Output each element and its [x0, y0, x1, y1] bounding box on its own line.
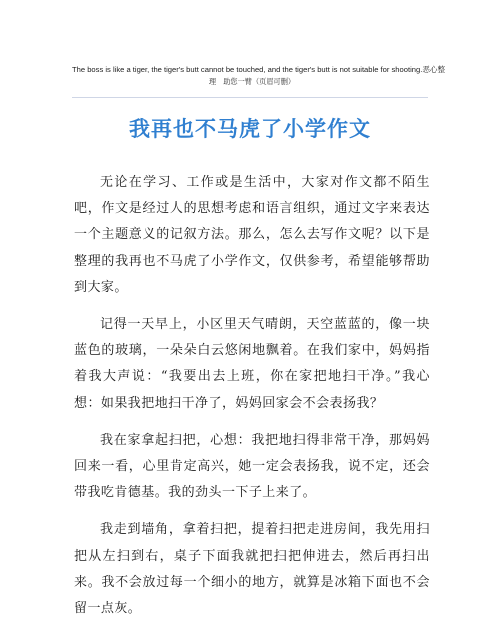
- paragraph-1: 无论在学习、工作或是生活中，大家对作文都不陌生吧，作文是经过人的思想考虑和语言组织，通过文字来表达一个主题意义的记叙方法。那么，怎么去写作文呢？以下是整理的我再也不马虎了小学作文，仅供参考，希望能够帮助到大家。: [74, 175, 430, 295]
- paragraph-2: 记得一天早上，小区里天气晴朗，天空蓝蓝的，像一块蓝色的玻璃，一朵朵白云悠闲地飘着。在我们家中，妈妈指着我大声说：“我要出去上班，你在家把地扫干净。”我心想：如果我把地扫干净了，妈妈回家会不会表扬我？: [74, 317, 430, 411]
- article-body: [74, 170, 430, 633]
- page-header: [72, 64, 446, 88]
- header-line-1: The boss is like a tiger, the tiger's butt cannot be touched, and the tiger's butt is not suitable for shooting.恶心整: [72, 65, 446, 74]
- article-title: 我再也不马虎了小学作文: [129, 117, 371, 141]
- paragraph-4: 我走到墙角，拿着扫把，提着扫把走进房间，我先用扫把从左扫到右，桌子下面我就把扫把伸进去，然后再扫出来。我不会放过每一个细小的地方，就算是冰箱下面也不会留一点灰。: [74, 522, 430, 617]
- header-line-2: 理 助您一臂（页眉可删）: [208, 77, 296, 86]
- paragraph-3: 我在家拿起扫把，心想：我把地扫得非常干净，那妈妈回来一看，心里肯定高兴，她一定会表扬我，说不定，还会带我吃肯德基。我的劲头一下子上来了。: [74, 432, 430, 501]
- header-divider: [72, 97, 428, 98]
